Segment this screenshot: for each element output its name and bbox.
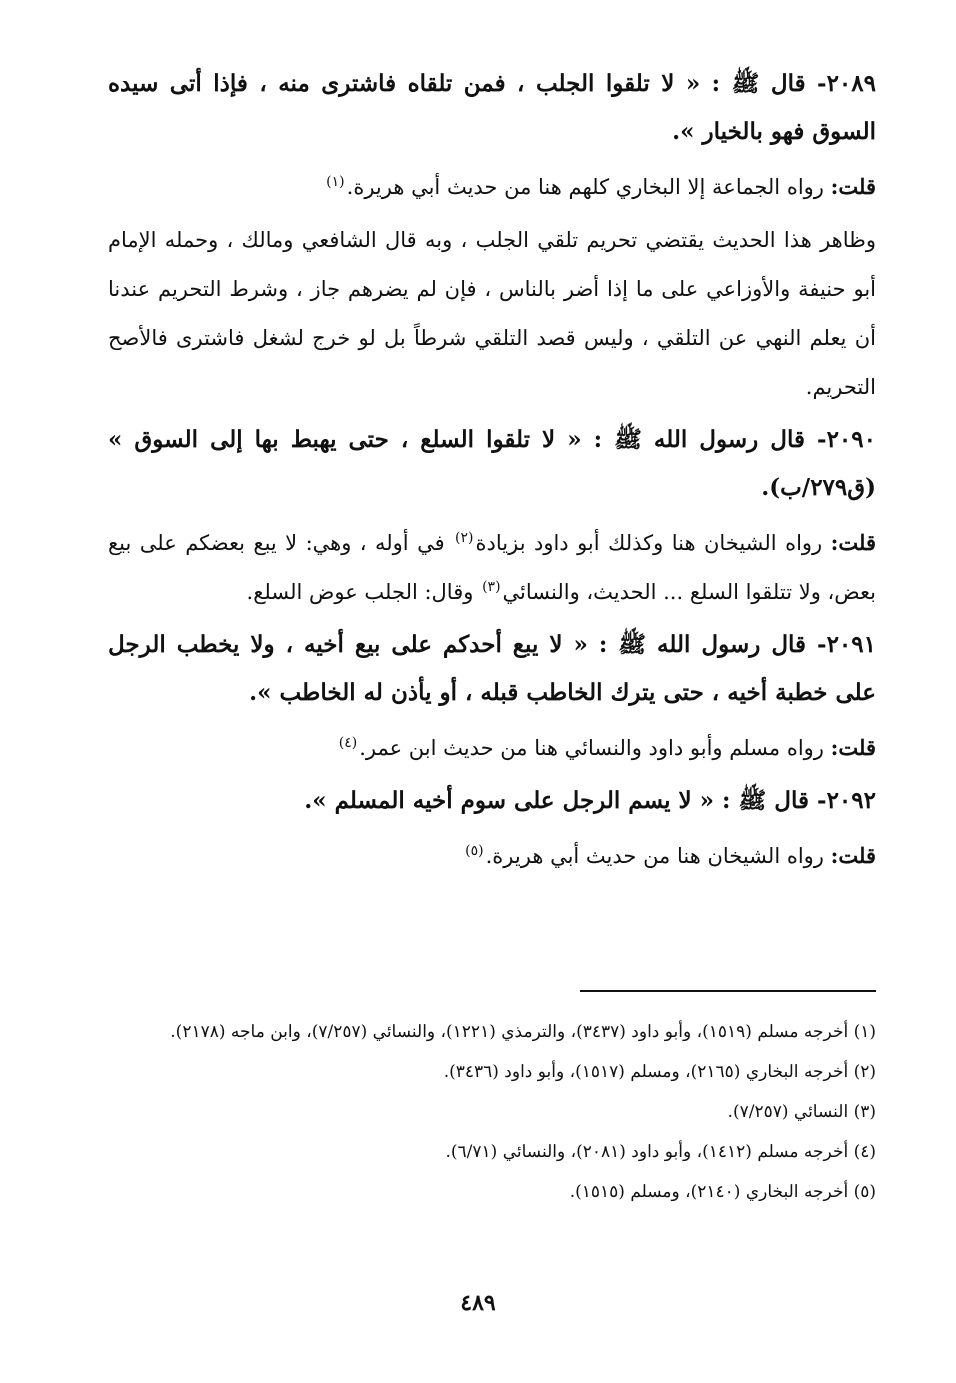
footnote-ref-3: (٣) bbox=[482, 579, 501, 595]
hadith-2089: ٢٠٨٩- قال ﷺ : « لا تلقوا الجلب ، فمن تلقاه فاشترى منه ، فإذا أتى سيده السوق فهو بالخيار ». bbox=[108, 70, 876, 145]
footnote-4: (٤) أخرجه مسلم (١٤١٢)، وأبو داود (٢٠٨١)، والنسائي (٦/٧١). bbox=[445, 1142, 876, 1162]
hadith-2090: ٢٠٩٠- قال رسول الله ﷺ : « لا تلقوا السلع ، حتى يهبط بها إلى السوق » (ق٢٧٩/ب). bbox=[108, 426, 876, 501]
comment-label: قلت: bbox=[830, 735, 876, 760]
comment-text-a: رواه الشيخان هنا وكذلك أبو داود بزيادة bbox=[475, 531, 831, 555]
comment-text: رواه مسلم وأبو داود والنسائي هنا من حديث ابن عمر. bbox=[359, 736, 831, 760]
comment-label: قلت: bbox=[830, 174, 876, 199]
footnote-5: (٥) أخرجه البخاري (٢١٤٠)، ومسلم (١٥١٥). bbox=[569, 1182, 876, 1202]
footnote-ref-2: (٢) bbox=[455, 530, 474, 546]
comment-2091 bbox=[108, 723, 876, 773]
footnote-ref-4: (٤) bbox=[338, 735, 358, 751]
footnote-ref-5: (٥) bbox=[465, 843, 484, 859]
comment-text-c: وقال: الجلب عوض السلع. bbox=[246, 580, 481, 604]
comment-label: قلت: bbox=[830, 530, 876, 555]
hadith-2091: ٢٠٩١- قال رسول الله ﷺ : « لا يبع أحدكم على بيع أخيه ، ولا يخطب الرجل على خطبة أخيه ، حتى يترك الخاطب قبله ، أو يأذن له الخاطب ». bbox=[108, 631, 876, 706]
comment-text: رواه الشيخان هنا من حديث أبي هريرة. bbox=[485, 844, 831, 868]
comment-2092 bbox=[108, 831, 876, 881]
page-number: ٤٨٩ bbox=[460, 1290, 496, 1316]
footnote-divider bbox=[580, 990, 876, 992]
footnotes bbox=[108, 1012, 876, 1212]
page-body bbox=[108, 60, 876, 885]
comment-2090 bbox=[108, 518, 876, 617]
footnote-2: (٢) أخرجه البخاري (٢١٦٥)، ومسلم (١٥١٧)، وأبو داود (٣٤٣٦). bbox=[443, 1062, 876, 1082]
comment-text: رواه الجماعة إلا البخاري كلهم هنا من حديث أبي هريرة. bbox=[346, 175, 831, 199]
footnote-1: (١) أخرجه مسلم (١٥١٩)، وأبو داود (٣٤٣٧)، والترمذي (١٢٢١)، والنسائي (٧/٢٥٧)، وابن ماجه (٢١٧٨). bbox=[170, 1022, 876, 1042]
footnote-3: (٣) النسائي (٧/٢٥٧). bbox=[727, 1102, 876, 1122]
comment-text-b: في أوله ، وهي: لا يبع بعضكم على بيع بعض، ولا تتلقوا السلع ... الحديث، والنسائي bbox=[108, 531, 876, 604]
hadith-2092: ٢٠٩٢- قال ﷺ : « لا يسم الرجل على سوم أخيه المسلم ». bbox=[304, 787, 876, 814]
comment-2089 bbox=[108, 162, 876, 212]
comment-label: قلت: bbox=[830, 843, 876, 868]
commentary-paragraph: وظاهر هذا الحديث يقتضي تحريم تلقي الجلب ، وبه قال الشافعي ومالك ، وحمله الإمام أبو حنيفة والأوزاعي على ما إذا أضر بالناس ، فإن لم يضرهم جاز ، وشرط التحريم عندنا أن يعلم النهي عن التلقي ، وليس قصد التلقي شرطاً بل لو خرج لشغل فاشترى فالأصح التحريم. bbox=[108, 228, 876, 399]
footnote-ref-1: (١) bbox=[326, 174, 345, 190]
